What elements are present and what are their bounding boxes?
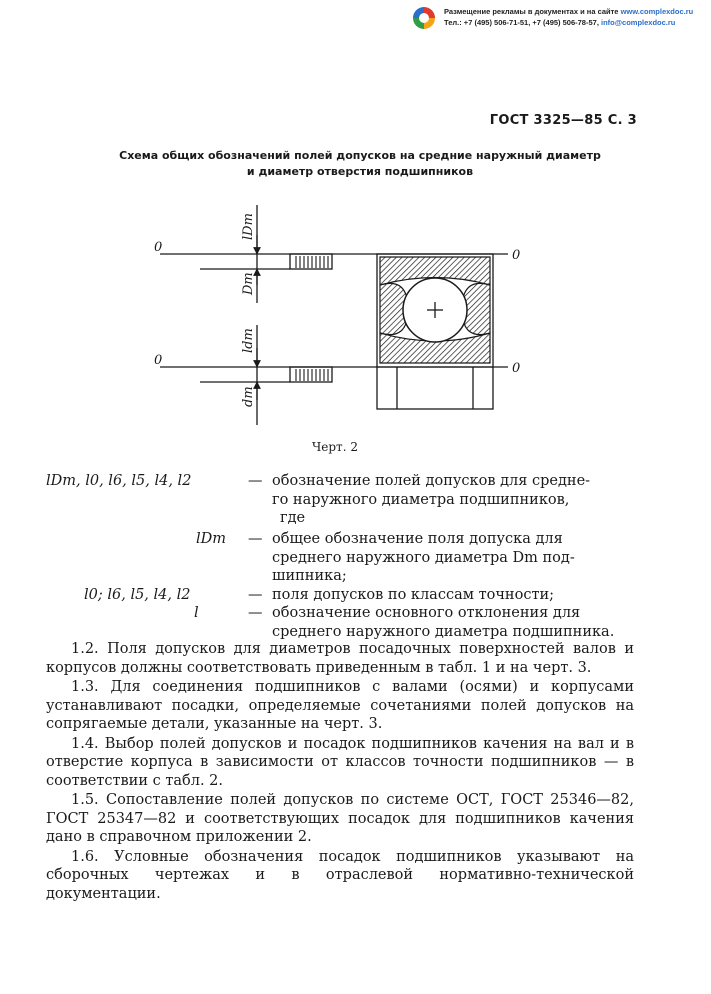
figure-title-line-1: Схема общих обозначений полей допусков на средние наружный диаметр — [119, 149, 601, 162]
document-reference: ГОСТ 3325—85 С. 3 — [489, 113, 637, 128]
definition-line: го наружного диаметра подшипников, — [272, 491, 570, 508]
email-link[interactable]: info@complexdoc.ru — [600, 18, 676, 27]
dm-label-lower: dm — [241, 386, 256, 407]
advert-header — [412, 6, 708, 32]
definition-item — [46, 530, 646, 586]
definition-symbol: l0; l6, l5, l4, l2 — [84, 587, 191, 603]
definition-dash: — — [248, 587, 263, 603]
site-link[interactable]: www.complexdoc.ru — [620, 7, 694, 16]
definition-line: где — [280, 510, 306, 526]
definition-item — [46, 472, 646, 528]
definition-symbol: l — [194, 605, 199, 621]
definition-line: обозначение полей допусков для средне- — [272, 473, 591, 489]
figure-title — [60, 148, 660, 180]
tolerance-diagram — [140, 185, 560, 425]
definition-dash: — — [248, 473, 263, 489]
zero-label-lower-left: 0 — [154, 353, 163, 368]
definition-dash: — — [248, 605, 263, 621]
definition-line: среднего наружного диаметра подшипника. — [272, 623, 615, 640]
definition-item — [46, 604, 646, 642]
ldm-label-upper: lDm — [241, 213, 256, 240]
definition-line: шипника; — [272, 568, 347, 584]
paragraph-1-3: 1.3. Для соединения подшипников с валами (осями) и корпусами устанавливают посадки, определяемые сочетаниями полей допусков на сопрягаемые детали, указанные на черт. 3. — [46, 679, 634, 732]
definition-line: общее обозначение поля допуска для — [272, 531, 563, 547]
definition-symbol: lDm, l0, l6, l5, l4, l2 — [46, 473, 192, 489]
dm-label-upper: Dm — [241, 272, 256, 295]
definition-symbol: lDm — [196, 531, 227, 547]
bearing-section — [377, 257, 493, 409]
body-text — [46, 640, 634, 904]
zero-label-lower-right: 0 — [512, 361, 521, 376]
advert-line-1: Размещение рекламы в документах и на сайте www.complexdoc.ru — [444, 7, 694, 16]
ldm-label-lower: ldm — [241, 328, 256, 353]
logo-icon — [412, 6, 436, 30]
paragraph-1-4: 1.4. Выбор полей допусков и посадок подшипников качения на вал и в отверстие корпуса в зависимости от классов точности подшипников — в соответствии с табл. 2. — [46, 735, 634, 789]
definition-line: обозначение основного отклонения для — [272, 605, 581, 621]
zero-label-upper-left: 0 — [154, 240, 163, 255]
paragraph-1-5: 1.5. Сопоставление полей допусков по системе ОСТ, ГОСТ 25346—82, ГОСТ 25347—82 и соответствующих посадок для подшипников качения дано в справочном приложении 2. — [46, 792, 634, 845]
paragraph-1-2: 1.2. Поля допусков для диаметров посадочных поверхностей валов и корпусов должны соответствовать приведенным в табл. 1 и на черт. 3. — [46, 641, 634, 676]
advert-line-2: Тел.: +7 (495) 506-71-51, +7 (495) 506-78-57, info@complexdoc.ru — [444, 18, 676, 27]
figure-caption: Черт. 2 — [312, 440, 358, 454]
definition-line: среднего наружного диаметра Dm под- — [272, 549, 575, 566]
definition-line: поля допусков по классам точности; — [272, 587, 555, 603]
zero-label-upper-right: 0 — [512, 248, 521, 263]
definition-dash: — — [248, 531, 263, 547]
paragraph-1-6: 1.6. Условные обозначения посадок подшипников указывают на сборочных чертежах и в отраслевой нормативно-технической документации. — [46, 848, 634, 902]
definition-item — [46, 586, 646, 605]
figure-title-line-2: и диаметр отверстия подшипников — [246, 165, 474, 178]
